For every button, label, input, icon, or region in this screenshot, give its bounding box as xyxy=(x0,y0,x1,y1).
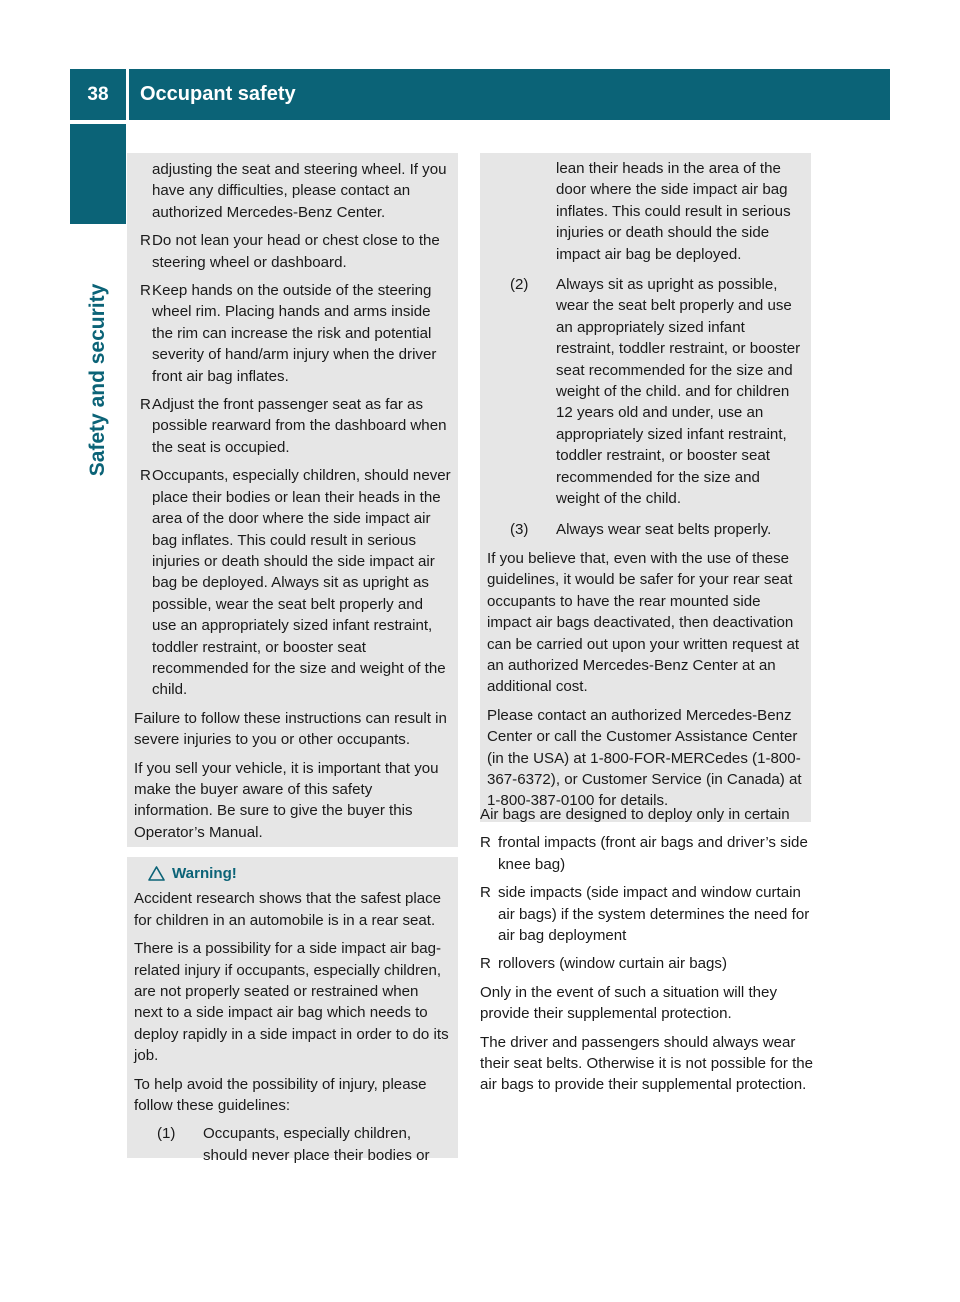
list-item-text: Keep hands on the outside of the steering wheel rim. Placing hands and arms inside the rim can increase the risk and potential severity of hand/arm injury when the driver front air bag inflates. xyxy=(152,282,437,385)
warning-continuation-box xyxy=(480,153,811,822)
list-item-text: side impacts (side impact and window curtain air bags) if the system determines the need for air bag deployment xyxy=(498,884,810,945)
guideline-text: lean their heads in the area of the door where the side impact air bag inflates. This could result in serious injuries or death should the side impact air bag be deployed. xyxy=(556,160,791,263)
warning-paragraph: Accident research shows that the safest place for children in an automobile is in a rear seat. xyxy=(134,890,442,929)
body-paragraph: Failure to follow these instructions can result in severe injuries to you or other occupants. xyxy=(134,709,447,749)
list-item xyxy=(134,280,451,387)
warning-paragraph: There is a possibility for a side impact air bag-related injury if occupants, especially children, are not properly seated or restrained when next to a side impact air bag which needs to deploy rapidly in a side impact in order to do its job. xyxy=(134,940,449,1065)
guideline-item xyxy=(487,519,804,540)
side-tab-label: Safety and security xyxy=(86,283,109,477)
list-item xyxy=(480,882,816,946)
side-tab-block xyxy=(70,124,126,224)
list-item-text: Adjust the front passenger seat as far as possible rearward from the dashboard when the seat is occupied. xyxy=(152,396,447,456)
guideline-item-continued xyxy=(487,158,804,265)
list-item-text: frontal impacts (front air bags and driver’s side knee bag) xyxy=(498,834,808,873)
bullet-marker: R xyxy=(480,884,491,902)
list-item xyxy=(480,953,816,974)
list-item xyxy=(134,230,451,273)
body-paragraph: If you sell your vehicle, it is important that you make the buyer aware of this safety information. Be sure to give the buyer this Operator’s Manual. xyxy=(134,759,439,841)
safety-notes-box xyxy=(127,153,458,847)
guideline-number: (2) xyxy=(510,276,529,294)
warning-title: Warning! xyxy=(172,865,237,882)
warning-heading xyxy=(134,863,451,884)
list-item xyxy=(134,394,451,458)
bullet-marker: R xyxy=(140,467,151,485)
list-item-text: Occupants, especially children, should never place their bodies or lean their heads in the area of the door where the side impact air bag inflates. This could result in serious injuries or death should the side impact air bag be deployed. Always sit as upright as possible, wear the seat belt properly and use an appropriately sized infant restraint, toddler restraint, or booster seat recommended for the size and weight of the child. xyxy=(152,467,451,699)
guideline-number: (1) xyxy=(157,1125,176,1143)
warning-paragraph: If you believe that, even with the use of these guidelines, it would be safer for your rear seat occupants to have the rear mounted side impact air bags deactivated, then deactivation can be carried out upon your written request at an authorized Mercedes-Benz Center at an additional cost. xyxy=(487,549,800,696)
warning-paragraph: Please contact an authorized Mercedes-Benz Center or call the Customer Assistance Center (in the USA) at 1-800-FOR-MERCedes (1-800-367-6372), or Customer Service (in Canada) at 1-800-387-0100 for details. xyxy=(487,706,802,810)
bullet-marker: R xyxy=(140,232,151,250)
body-paragraph: The driver and passengers should always wear their seat belts. Otherwise it is not possible for the air bags to provide their supplemental protection. xyxy=(480,1033,814,1094)
bullet-marker: R xyxy=(140,396,151,414)
guideline-text: Always wear seat belts properly. xyxy=(556,520,772,538)
page-number: 38 xyxy=(70,69,126,120)
body-paragraph: Only in the event of such a situation will they provide their supplemental protection. xyxy=(480,983,778,1023)
warning-paragraph: To help avoid the possibility of injury, please follow these guidelines: xyxy=(134,1075,427,1115)
guideline-item xyxy=(487,274,804,509)
warning-triangle-icon xyxy=(148,866,165,881)
list-item-text: Do not lean your head or chest close to the steering wheel or dashboard. xyxy=(152,232,440,271)
bullet-marker: R xyxy=(140,282,151,300)
list-item xyxy=(134,465,451,700)
guideline-text: Occupants, especially children, should never place their bodies or xyxy=(203,1125,430,1164)
list-item xyxy=(480,832,816,875)
bullet-marker: R xyxy=(480,834,491,852)
guideline-text: Always sit as upright as possible, wear the seat belt properly and use an appropriately sized infant restraint, toddler restraint, or booster seat recommended for the size and weight of the child. and for children 12 years old and under, use an appropriately sized infant restraint, toddler restraint, or booster seat recommended for the size and weight of the child. xyxy=(556,276,801,508)
airbag-deployment-section xyxy=(480,804,816,1103)
page-title: Occupant safety xyxy=(129,69,890,120)
list-item-continued: adjusting the seat and steering wheel. If you have any difficulties, please contact an authorized Mercedes-Benz Center. xyxy=(152,161,447,221)
bullet-marker: R xyxy=(480,955,491,973)
body-paragraph: Air bags are designed to deploy only in certain xyxy=(480,806,790,823)
warning-box xyxy=(127,857,458,1164)
guideline-number: (3) xyxy=(510,520,529,538)
guideline-item xyxy=(134,1123,451,1166)
list-item-text: rollovers (window curtain air bags) xyxy=(498,955,728,973)
